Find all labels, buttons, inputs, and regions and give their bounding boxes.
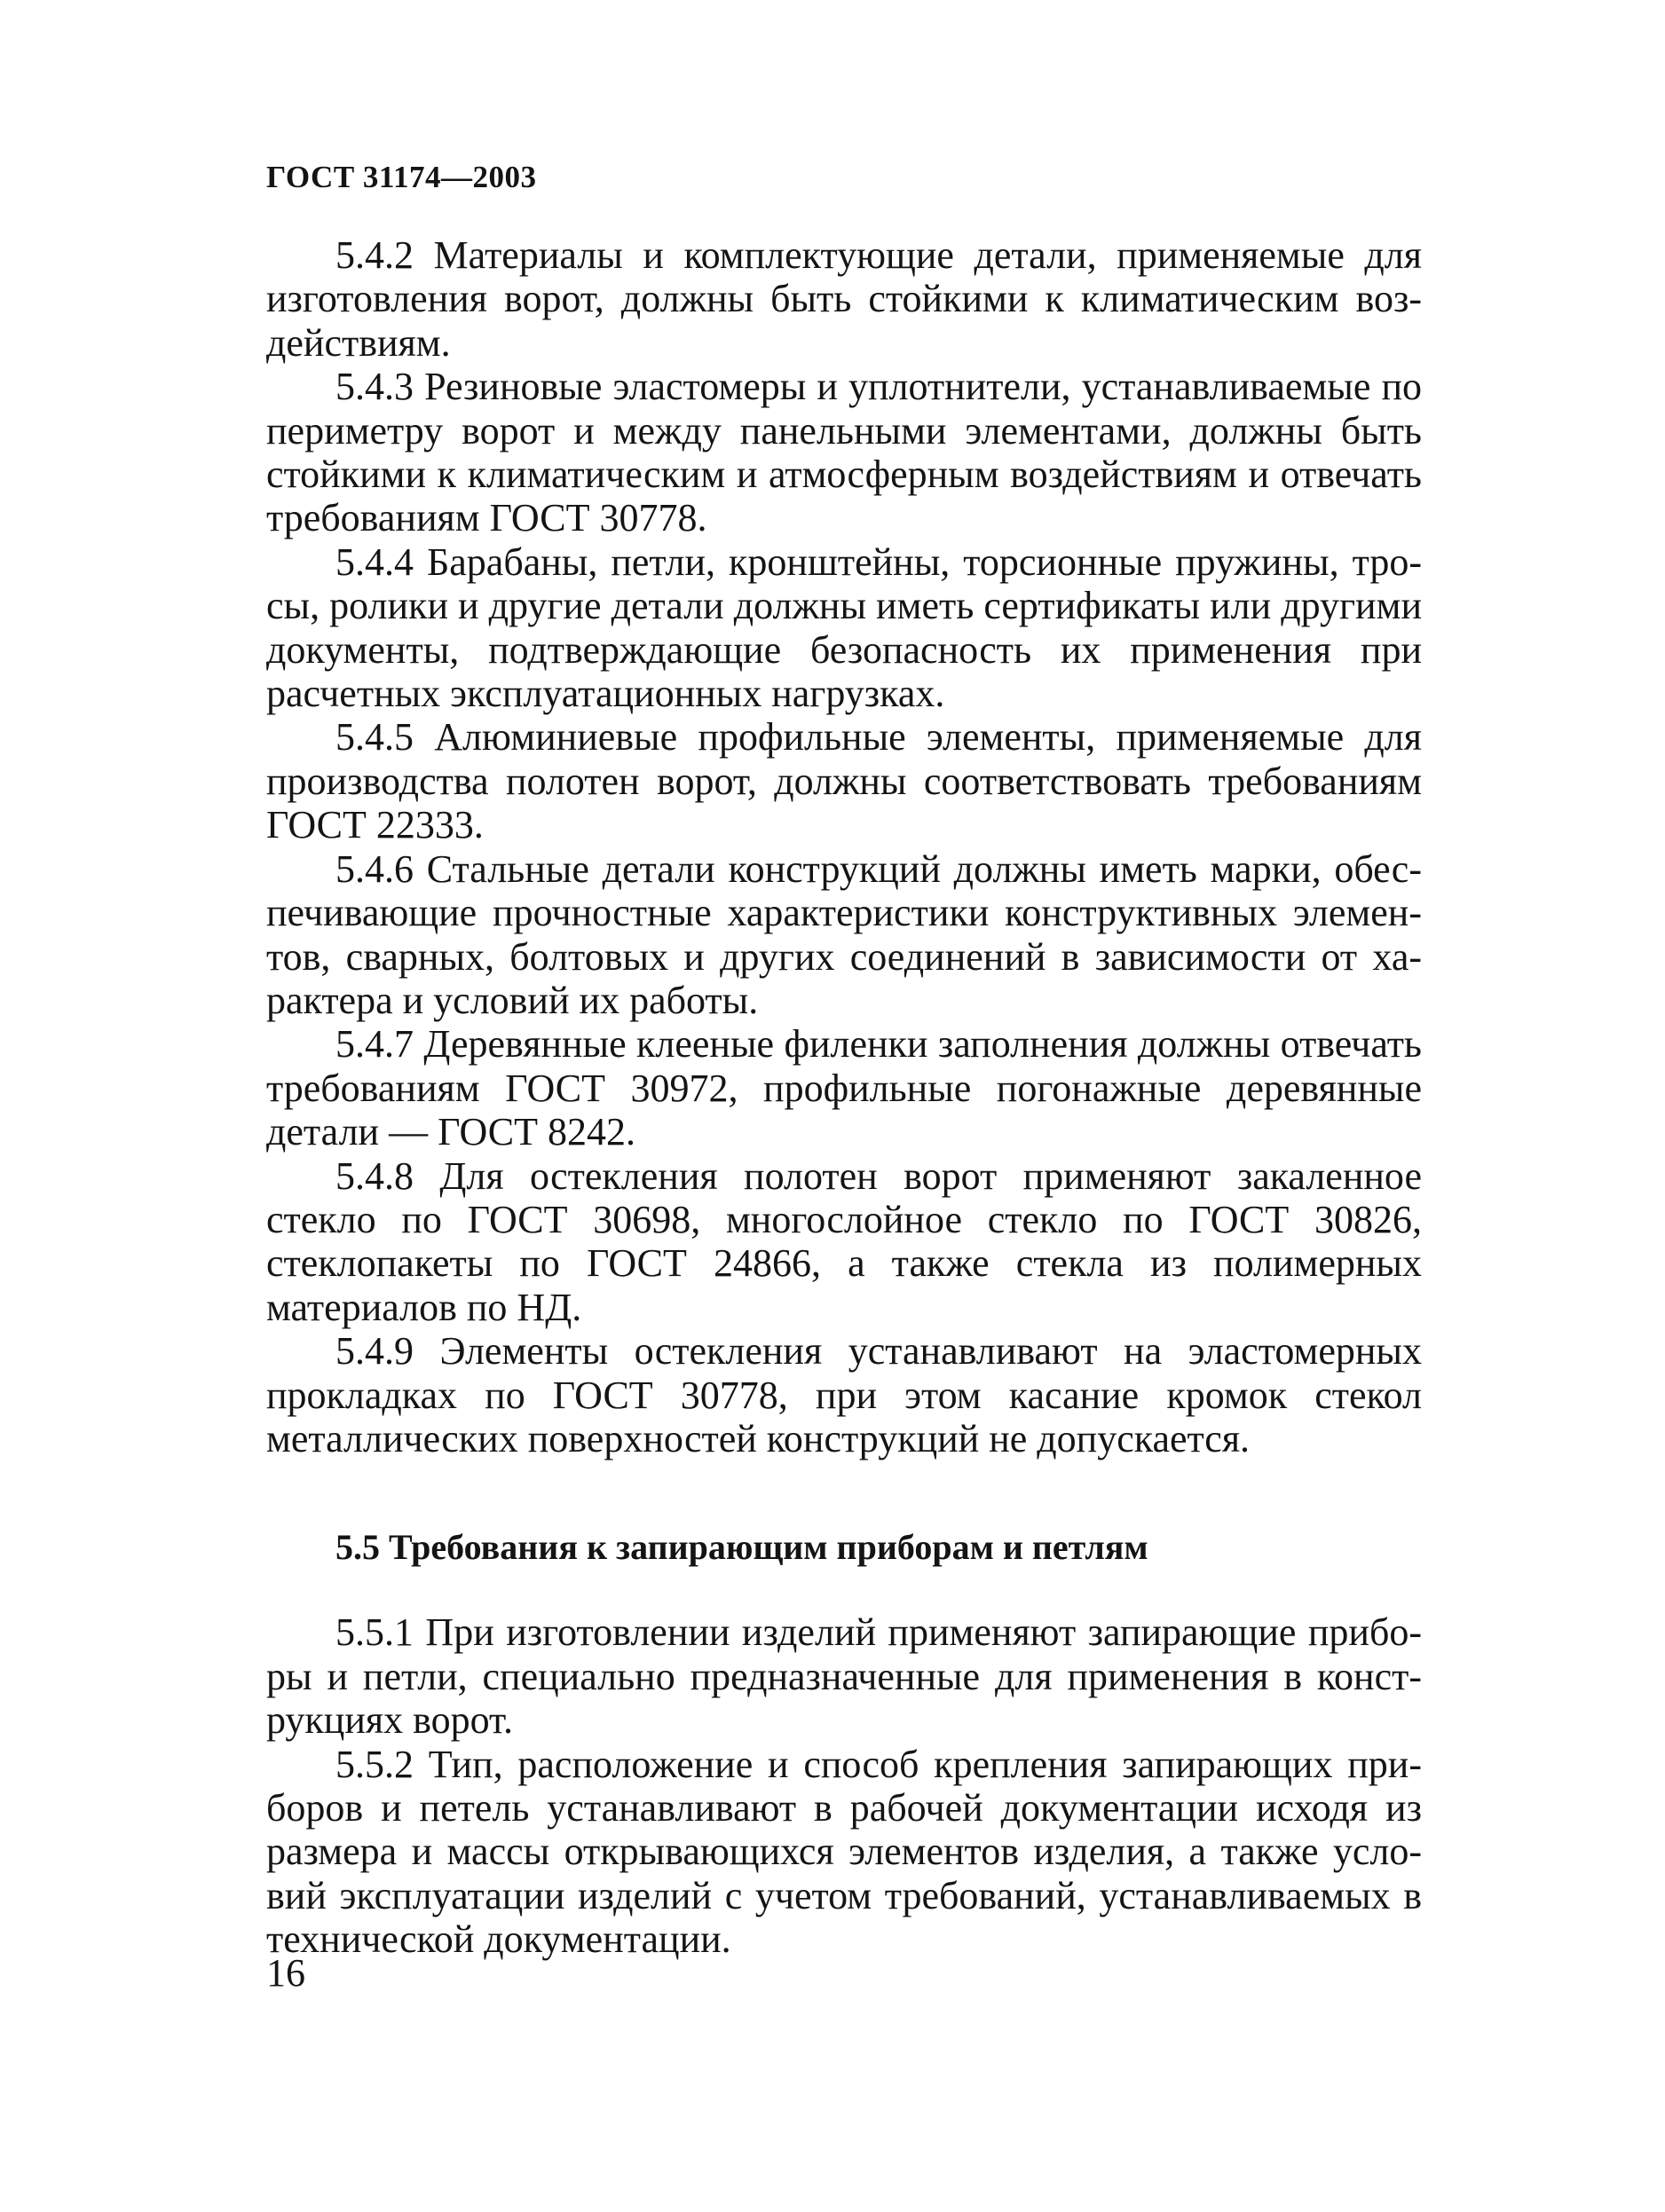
paragraph-5-4-7: 5.4.7 Деревянные клееные филенки заполнения должны отвечать требованиям ГОСТ 30972, профильные погонажные деревянные детали — ГОСТ 8242. bbox=[266, 1022, 1422, 1154]
paragraph-5-4-9: 5.4.9 Элементы остекления устанавливают на эластомерных прокладках по ГОСТ 30778, при этом касание кромок стекол металлических поверхностей конструкций не допускается. bbox=[266, 1329, 1422, 1460]
document-body bbox=[266, 233, 1422, 1962]
document-code-header: ГОСТ 31174—2003 bbox=[266, 160, 537, 194]
paragraph-5-4-4: 5.4.4 Барабаны, петли, кронштейны, торсионные пружины, тросы, ролики и другие детали должны иметь сертификаты или другими документы, подтверждающие безопасность их применения при расчетных эксплуатационных нагрузках. bbox=[266, 539, 1422, 716]
paragraph-5-4-8: 5.4.8 Для остекления полотен ворот применяют закаленное стекло по ГОСТ 30698, многослойное стекло по ГОСТ 30826, стеклопакеты по ГОСТ 24866, а также стекла из полимерных материалов по НД. bbox=[266, 1153, 1422, 1329]
paragraph-5-4-5: 5.4.5 Алюминиевые профильные элементы, применяемые для производства полотен ворот, должны соответствовать требованиям ГОСТ 22333. bbox=[266, 715, 1422, 847]
paragraph-5-4-3: 5.4.3 Резиновые эластомеры и уплотнители, устанавливаемые по периметру ворот и между панельными элементами, должны быть стойкими к климатическим и атмосферным воздействиям и отвечать требованиям ГОСТ 30778. bbox=[266, 365, 1422, 540]
paragraph-5-4-2: 5.4.2 Материалы и комплектующие детали, применяемые для изготовления ворот, должны быть стойкими к климатическим воздействиям. bbox=[266, 233, 1422, 365]
paragraph-5-5-2: 5.5.2 Тип, расположение и способ крепления запирающих приборов и петель устанавливают в рабочей документации исходя из размера и массы открывающихся элементов изделия, а также условий эксплуатации изделий с учетом требований, устанавливаемых в технической документации. bbox=[266, 1742, 1422, 1962]
paragraph-5-4-6: 5.4.6 Стальные детали конструкций должны иметь марки, обеспечивающие прочностные характеристики конструктивных элементов, сварных, болтовых и других соединений в зависимости от характера и условий их работы. bbox=[266, 846, 1422, 1022]
page-number: 16 bbox=[266, 1951, 305, 1995]
section-heading-5-5: 5.5 Требования к запирающим приборам и петлям bbox=[335, 1527, 1148, 1568]
paragraph-5-5-1: 5.5.1 При изготовлении изделий применяют запирающие приборы и петли, специально предназначенные для применения в конструкциях ворот. bbox=[266, 1610, 1422, 1743]
